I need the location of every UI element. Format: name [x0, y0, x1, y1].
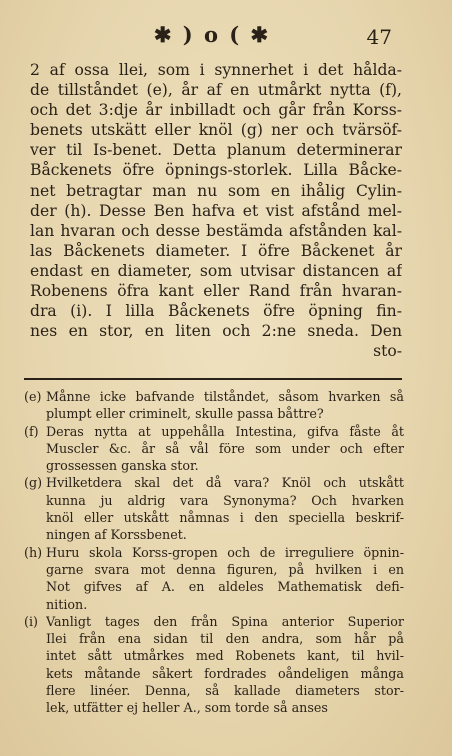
text-line: benets utskätt eller knöl (g) ner och tvärsöf- — [30, 121, 402, 140]
footnote — [24, 544, 404, 613]
page-number: 47 — [366, 25, 392, 49]
text-line: Robenens öfra kant eller Rand från hvaran- — [30, 282, 402, 301]
footnote-line: grossessen ganska stor. — [46, 458, 199, 474]
footnote — [24, 613, 404, 717]
footnote-mark: (h) — [24, 544, 43, 560]
main-text — [30, 60, 402, 361]
text-line: dra (i). I lilla Båckenets öfre öpning fin- — [30, 302, 402, 321]
footnote-body — [46, 544, 404, 613]
footnote-line: lek, utfätter ej heller A., som torde så anses — [46, 700, 328, 716]
footnote — [24, 423, 404, 475]
footnote-line: Not gifves af A. en aldeles Mathematisk defi- — [46, 579, 404, 595]
footnote-body — [46, 423, 404, 475]
footnote-line: Muscler &c. år så vål före som under och efter — [46, 440, 404, 456]
footnote-line: Månne icke bafvande tilståndet, såsom hvarken så — [46, 389, 404, 404]
text-line: och det 3:dje år inbilladt och går från Korss- — [30, 101, 402, 120]
footnote-line: knöl eller utskått nåmnas i den speciella beskrif- — [46, 510, 404, 526]
footnote-line: plumpt eller criminelt, skulle passa båttre? — [46, 406, 324, 422]
footnote-line: Huru skola Korss-gropen och de irreguliere öpnin- — [46, 544, 404, 560]
footnote-line: Hvilketdera skal det då vara? Knöl och utskått — [46, 475, 404, 491]
footnote-mark: (f) — [24, 423, 39, 439]
header-ornament: ✱ ) o ( ✱ — [153, 22, 271, 47]
footnote-line: Ilei från ena sidan til den andra, som hår på — [46, 631, 404, 647]
footnote-line: nition. — [46, 596, 88, 612]
page-header — [0, 22, 452, 52]
footnote-line: garne svara mot denna figuren, på hvilken i en — [46, 561, 404, 577]
footnote-line: Vanligt tages den från Spina anterior Superior — [46, 613, 404, 629]
footnote-line: kunna ju aldrig vara Synonyma? Och hvarken — [46, 492, 404, 508]
footnote-mark: (g) — [24, 475, 43, 491]
footnote-line: intet sått utmårkes med Robenets kant, til hvil- — [46, 648, 404, 664]
footnote-body — [46, 474, 404, 543]
footnote-body — [46, 388, 404, 423]
footnotes — [24, 388, 404, 717]
text-line: ver til Is-benet. Detta planum determinerar — [30, 141, 402, 160]
text-line: sto- — [373, 342, 402, 361]
text-line: Båckenets öfre öpnings-storlek. Lilla Båcke- — [30, 161, 402, 180]
text-line: de tillståndet (e), år af en utmårkt nytta (f), — [30, 81, 402, 100]
footnote — [24, 474, 404, 543]
footnote-line: Deras nytta at uppehålla Intestina, gifva fåste åt — [46, 423, 404, 439]
text-line: endast en diameter, som utvisar distancen af — [30, 261, 402, 280]
text-line: net betragtar man nu som en ihålig Cylin- — [30, 181, 402, 200]
footnote-divider — [24, 378, 402, 380]
text-line: nes en stor, en liten och 2:ne sneda. Den — [30, 322, 402, 341]
footnote-line: kets måtande såkert fordrades oåndeligen många — [46, 665, 404, 681]
footnote-line: ningen af Korssbenet. — [46, 527, 187, 543]
footnote-mark: (i) — [24, 613, 38, 629]
text-line: lan hvaran och desse bestämda afstånden kal- — [30, 221, 402, 240]
footnote-mark: (e) — [24, 389, 42, 404]
footnote — [24, 388, 404, 423]
footnote-body — [46, 613, 404, 717]
text-line: 2 af ossa llei, som i synnerhet i det hålda- — [30, 61, 402, 79]
footnote-line: flere linéer. Denna, så kallade diameters stor- — [46, 683, 404, 699]
text-line: der (h). Desse Ben hafva et vist afstånd mel- — [30, 201, 402, 220]
text-line: las Båckenets diameter. I öfre Båckenet år — [30, 241, 402, 260]
